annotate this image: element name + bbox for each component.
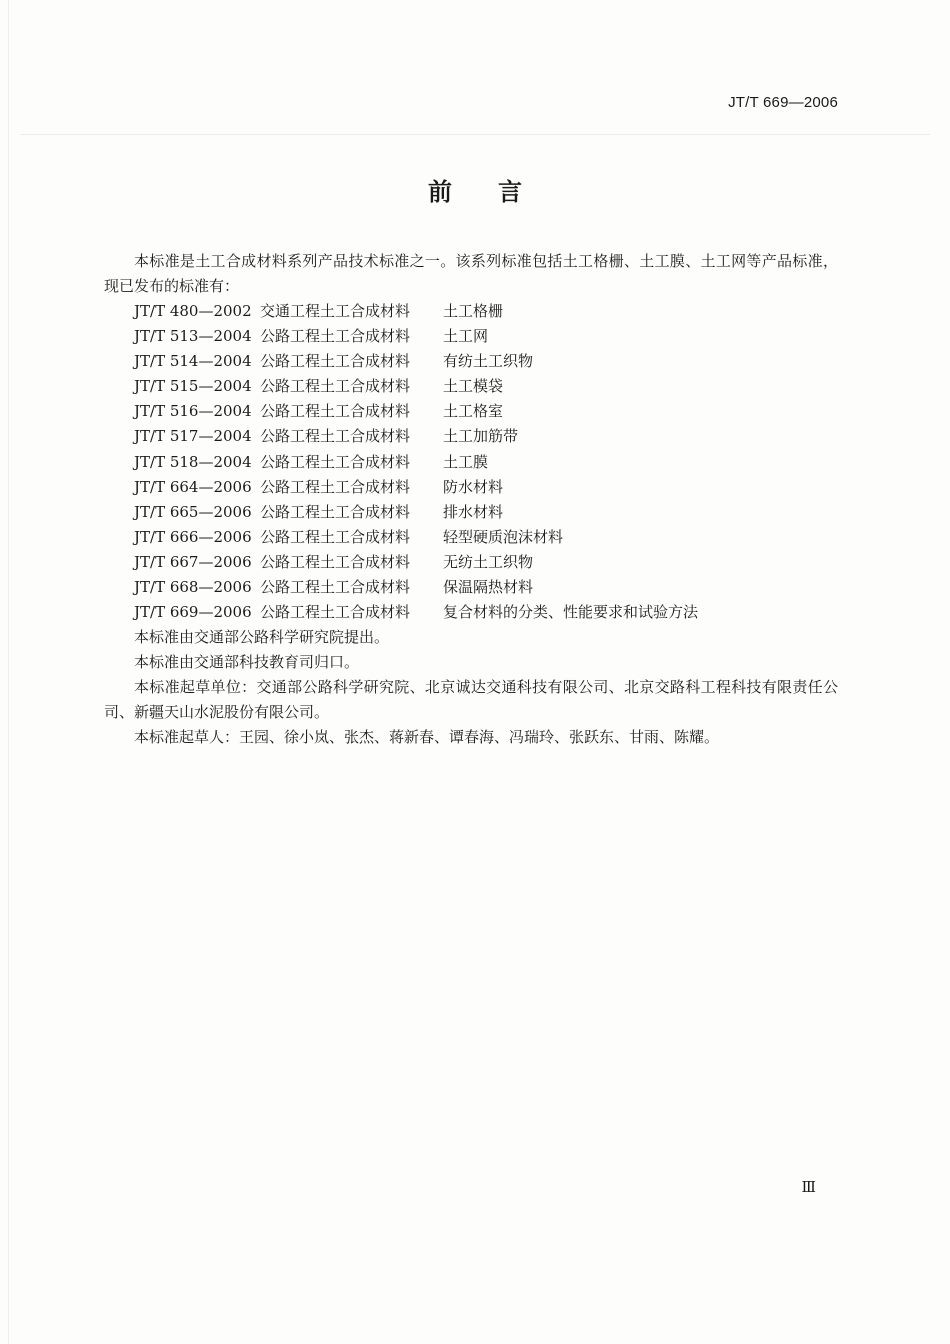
standard-list-item (104, 374, 838, 399)
standard-name: 土工网 (443, 327, 489, 346)
standard-list-item (104, 475, 838, 500)
standard-code: JT/T 515—2004 (134, 377, 252, 396)
proposed-by-paragraph: 本标准由交通部公路科学研究院提出。 (134, 628, 390, 647)
foreword-body (104, 249, 838, 750)
page-number: Ⅲ (801, 1178, 816, 1196)
standard-name: 土工加筋带 (443, 427, 519, 446)
standard-list-item (104, 450, 838, 475)
standard-series: 公路工程土工合成材料 (260, 552, 411, 571)
header-rule (20, 134, 930, 135)
standard-list-item (104, 600, 838, 625)
standard-list-item (104, 299, 838, 324)
standard-list-item (104, 324, 838, 349)
standard-series: 公路工程土工合成材料 (260, 452, 411, 471)
standard-name: 排水材料 (443, 502, 504, 521)
standard-series: 公路工程土工合成材料 (260, 502, 411, 521)
standard-series: 公路工程土工合成材料 (260, 603, 411, 622)
standard-name: 轻型硬质泡沫材料 (443, 527, 564, 546)
standard-series: 公路工程土工合成材料 (260, 327, 411, 346)
drafters-paragraph: 本标准起草人：王园、徐小岚、张杰、蒋新春、谭春海、冯瑞玲、张跃东、甘雨、陈耀。 (134, 728, 720, 747)
standard-code: JT/T 516—2004 (134, 402, 252, 421)
standard-name: 有纺土工织物 (443, 352, 534, 371)
standard-series: 公路工程土工合成材料 (260, 527, 411, 546)
standard-code: JT/T 514—2004 (134, 352, 252, 371)
standards-list (104, 299, 838, 625)
standard-code-header: JT/T 669—2006 (728, 94, 838, 111)
standard-name: 土工膜 (443, 452, 489, 471)
standard-code: JT/T 667—2006 (134, 552, 252, 571)
intro-paragraph: 本标准是土工合成材料系列产品技术标准之一。该系列标准包括土工格栅、土工膜、土工网等产品标准，现已发布的标准有： (104, 252, 838, 295)
standard-name: 土工格室 (443, 402, 504, 421)
standard-name: 防水材料 (443, 477, 504, 496)
standard-list-item (104, 500, 838, 525)
standard-list-item (104, 525, 838, 550)
standard-code: JT/T 513—2004 (134, 327, 252, 346)
standard-name: 土工格栅 (443, 302, 504, 320)
standard-list-item (104, 424, 838, 449)
standard-series: 交通工程土工合成材料 (260, 302, 411, 320)
standard-list-item (104, 399, 838, 424)
standard-name: 土工模袋 (443, 377, 504, 396)
standard-code: JT/T 668—2006 (134, 578, 252, 597)
drafting-units-paragraph: 本标准起草单位：交通部公路科学研究院、北京诚达交通科技有限公司、北京交路科工程科技有限责任公司、新疆天山水泥股份有限公司。 (104, 678, 838, 722)
standard-code: JT/T 518—2004 (134, 452, 252, 471)
standard-code: JT/T 665—2006 (134, 502, 252, 521)
standard-code: JT/T 664—2006 (134, 477, 252, 496)
standard-series: 公路工程土工合成材料 (260, 377, 411, 396)
standard-code: JT/T 517—2004 (134, 427, 252, 446)
standard-series: 公路工程土工合成材料 (260, 427, 411, 446)
standard-list-item (104, 550, 838, 575)
standard-code: JT/T 669—2006 (134, 603, 252, 622)
standard-name: 保温隔热材料 (443, 578, 534, 597)
standard-code: JT/T 480—2002 (134, 302, 252, 320)
standard-list-item (104, 575, 838, 600)
standard-series: 公路工程土工合成材料 (260, 477, 411, 496)
standard-name: 无纺土工织物 (443, 552, 534, 571)
standard-series: 公路工程土工合成材料 (260, 352, 411, 371)
standard-series: 公路工程土工合成材料 (260, 402, 411, 421)
standard-series: 公路工程土工合成材料 (260, 578, 411, 597)
page-title: 前言 (428, 178, 568, 206)
standard-code: JT/T 666—2006 (134, 527, 252, 546)
standard-list-item (104, 349, 838, 374)
managed-by-paragraph: 本标准由交通部科技教育司归口。 (134, 653, 360, 672)
standard-name: 复合材料的分类、性能要求和试验方法 (443, 603, 699, 622)
